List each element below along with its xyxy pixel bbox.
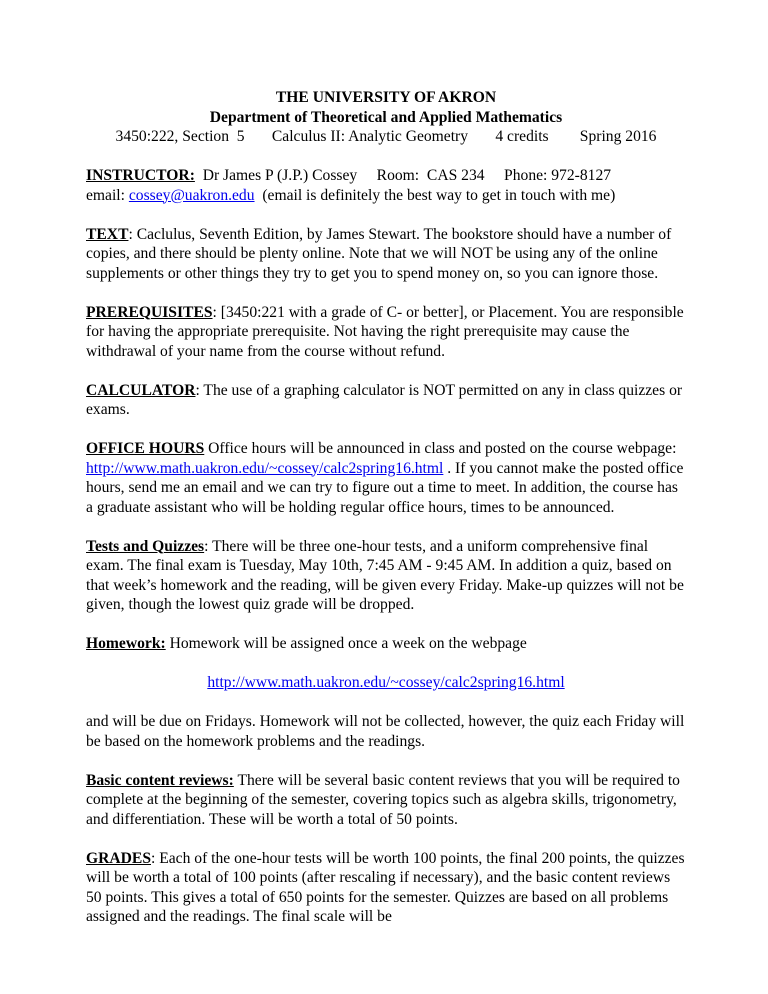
office-hours-body-continued: . If you cannot make the posted office hours, send me an email and we can try to figure out a time to meet. In addition, the course has a graduate assistant who will be holding regular office hours, times to be announced. (86, 459, 684, 516)
document-header (86, 88, 686, 147)
instructor-heading: INSTRUCTOR: (86, 167, 195, 184)
tests-body: : There will be three one-hour tests, and a uniform comprehensive final exam. The final exam is Tuesday, May 10th, 7:45 AM - 9:45 AM. In addition a quiz, based on that week’s homework and the reading, will be given every Friday. Make-up quizzes will not be given, though the lowest quiz grade will be dropped. (86, 537, 684, 613)
grades-heading: GRADES (86, 849, 151, 867)
content-reviews-heading: Basic content reviews: (86, 771, 234, 789)
prerequisites-heading: PREREQUISITES (86, 303, 213, 321)
homework-body: Homework will be assigned once a week on the webpage (165, 635, 527, 652)
calculator-section (86, 381, 686, 420)
syllabus-page (86, 88, 686, 927)
prerequisites-section (86, 303, 686, 362)
course-webpage-link[interactable]: http://www.math.uakron.edu/~cossey/calc2spring16.html (86, 459, 444, 477)
course-info-line: 3450:222, Section 5 Calculus II: Analytic Geometry 4 credits Spring 2016 (115, 128, 657, 145)
homework-heading: Homework: (86, 635, 166, 652)
office-hours-heading: OFFICE HOURS (86, 440, 205, 457)
grades-section (86, 849, 686, 927)
homework-webpage-link[interactable]: http://www.math.uakron.edu/~cossey/calc2spring16.html (207, 674, 565, 691)
content-reviews-body: There will be several basic content reviews that you will be required to complete at the beginning of the semester, covering topics such as algebra skills, trigonometry, and differentiation. These will be worth a total of 50 points. (86, 771, 680, 828)
tests-heading: Tests and Quizzes (86, 537, 205, 555)
content-reviews-section (86, 771, 686, 830)
text-heading: TEXT (86, 225, 129, 243)
office-hours-body: Office hours will be announced in class and posted on the course webpage: (204, 440, 677, 457)
calculator-body: : The use of a graphing calculator is NOT permitted on any in class quizzes or exams. (86, 381, 683, 418)
email-label: email: (86, 186, 129, 204)
instructor-section (86, 166, 686, 205)
office-hours-section (86, 439, 686, 517)
tests-section (86, 537, 686, 615)
text-body: : Caclulus, Seventh Edition, by James Stewart. The bookstore should have a number of copies, and there should be plenty online. Note that we will NOT be using any of the online supplements or other things they try to get you to spend money on, so you can ignore those. (86, 225, 672, 282)
calculator-heading: CALCULATOR (86, 381, 196, 399)
department-name: Department of Theoretical and Applied Mathematics (209, 108, 563, 126)
instructor-details: Dr James P (J.P.) Cossey Room: CAS 234 Phone: 972-8127 (194, 167, 612, 184)
homework-section (86, 634, 686, 751)
homework-body-continued: and will be due on Fridays. Homework will not be collected, however, the quiz each Friday will be based on the homework problems and the readings. (86, 713, 685, 750)
grades-body: : Each of the one-hour tests will be worth 100 points, the final 200 points, the quizzes will be worth a total of 100 points (after rescaling if necessary), and the basic content reviews 50 points. This gives a total of 650 points for the semester. Quizzes are based on all problems assigned and the readings. The final scale will be (86, 849, 685, 925)
text-section (86, 225, 686, 284)
instructor-email-link[interactable]: cossey@uakron.edu (128, 186, 255, 204)
university-name: THE UNIVERSITY OF AKRON (275, 89, 497, 106)
email-note: (email is definitely the best way to get in touch with me) (254, 186, 616, 204)
prerequisites-body: : [3450:221 with a grade of C- or better], or Placement. You are responsible for having the appropriate prerequisite. Not having the right prerequisite may cause the withdrawal of your name from the course without refund. (86, 303, 684, 360)
